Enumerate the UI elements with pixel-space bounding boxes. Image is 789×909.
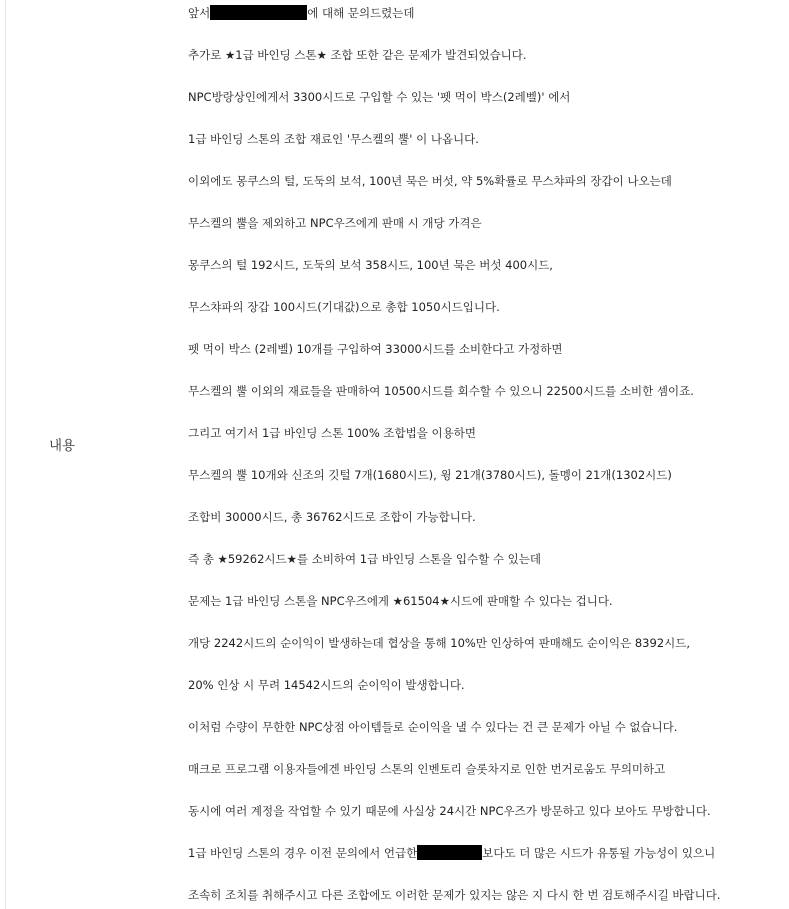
body-line-20: 동시에 여러 계정을 작업할 수 있기 때문에 사실상 24시간 NPC우즈가 방문하고 있다 보아도 무방합니다. [188,804,711,818]
body-line-15: 문제는 1급 바인딩 스톤을 NPC우즈에게 ★61504★시드에 판매할 수 있다는 겁니다. [188,594,613,608]
body-line-1 [188,3,415,23]
body-line-19: 매크로 프로그램 이용자들에겐 바인딩 스톤의 인벤토리 슬롯차지로 인한 번거로움도 무의미하고 [188,762,666,776]
body-line-5: 이외에도 몽쿠스의 털, 도둑의 보석, 100년 묵은 버섯, 약 5%확률로 무스챠파의 장갑이 나오는데 [188,174,672,188]
body-line-10: 무스켈의 뿔 이외의 재료들을 판매하여 10500시드를 회수할 수 있으니 22500시드를 소비한 셈이죠. [188,384,694,398]
redaction-block [417,845,482,860]
body-line-3: NPC방랑상인에게서 3300시드로 구입할 수 있는 '펫 먹이 박스(2레벨)' 에서 [188,90,571,104]
body-line-4: 1급 바인딩 스톤의 조합 재료인 '무스켈의 뿔' 이 나옵니다. [188,132,479,146]
body-line-14: 즉 총 ★59262시드★를 소비하여 1급 바인딩 스톤을 입수할 수 있는데 [188,552,541,566]
body-line-12: 무스켈의 뿔 10개와 신조의 깃털 7개(1680시드), 윙 21개(3780시드), 돌멩이 21개(1302시드) [188,468,672,482]
content-label: 내용 [49,438,76,454]
body-line-11: 그리고 여기서 1급 바인딩 스톤 100% 조합법을 이용하면 [188,426,476,440]
body-line-17: 20% 인상 시 무려 14542시드의 순이익이 발생합니다. [188,678,465,692]
body-line-1-after: 에 대해 문의드렸는데 [307,6,415,20]
body-line-21-after: 보다도 더 많은 시드가 유통될 가능성이 있으니 [482,846,716,860]
body-line-18: 이처럼 수량이 무한한 NPC상점 아이템들로 순이익을 낼 수 있다는 건 큰 문제가 아닐 수 없습니다. [188,720,678,734]
body-line-8: 무스챠파의 장갑 100시드(기대값)으로 총합 1050시드입니다. [188,300,500,314]
body-line-13: 조합비 30000시드, 총 36762시드로 조합이 가능합니다. [188,510,476,524]
redaction-block [210,5,307,20]
body-line-21 [188,843,715,863]
body-line-22: 조속히 조치를 취해주시고 다른 조합에도 이러한 문제가 있지는 않은 지 다시 한 번 검토해주시길 바랍니다. [188,888,721,902]
body-line-21-before: 1급 바인딩 스톤의 경우 이전 문의에서 언급한 [188,846,418,860]
body-line-7: 몽쿠스의 털 192시드, 도둑의 보석 358시드, 100년 묵은 버섯 400시드, [188,258,553,272]
body-line-2: 추가로 ★1급 바인딩 스톤★ 조합 또한 같은 문제가 발견되었습니다. [188,48,527,62]
body-line-1-before: 앞서 [188,6,211,20]
body-line-16: 개당 2242시드의 순이익이 발생하는데 협상을 통해 10%만 인상하여 판매해도 순이익은 8392시드, [188,636,691,650]
body-line-6: 무스켈의 뿔을 제외하고 NPC우즈에게 판매 시 개당 가격은 [188,216,482,230]
table-left-border [5,0,6,909]
body-line-9: 펫 먹이 박스 (2레벨) 10개를 구입하여 33000시드를 소비한다고 가정하면 [188,342,563,356]
